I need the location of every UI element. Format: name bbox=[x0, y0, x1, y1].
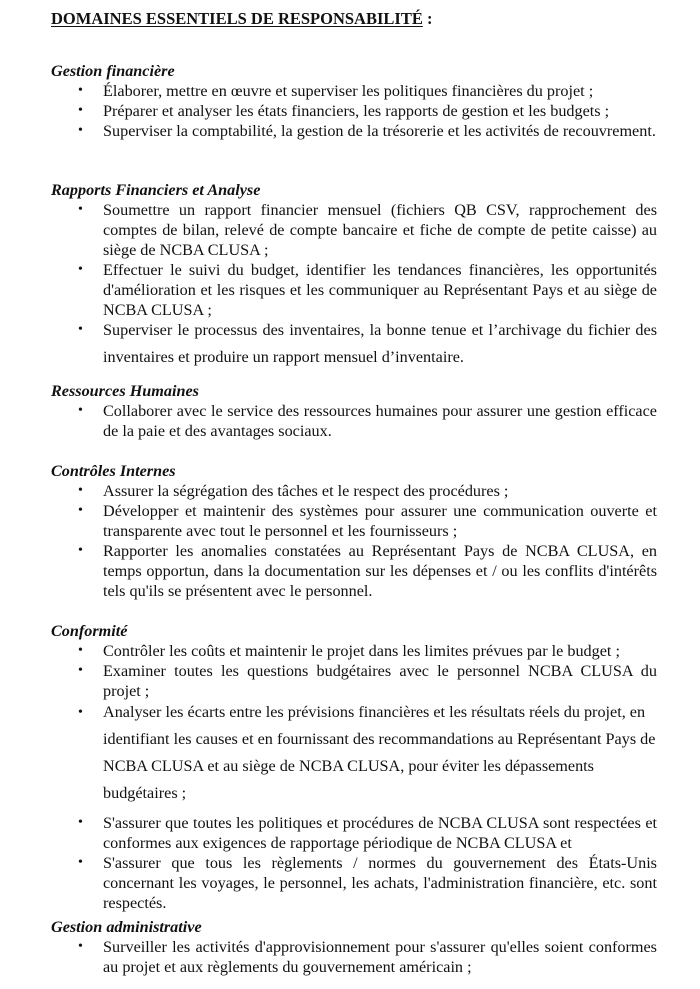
section-ressources-humaines bbox=[51, 381, 657, 441]
list-item: • Contrôler les coûts et maintenir le projet dans les limites prévues par le budget ; bbox=[78, 642, 620, 660]
bullet-list bbox=[51, 401, 657, 441]
list-item: • Superviser la comptabilité, la gestion de la trésorerie et les activités de recouvrement. bbox=[78, 122, 656, 140]
bullet-list bbox=[51, 937, 657, 977]
section-gestion-financiere bbox=[51, 61, 657, 141]
section-heading: Ressources Humaines bbox=[51, 382, 199, 400]
list-item: • Préparer et analyser les états financiers, les rapports de gestion et les budgets ; bbox=[78, 102, 610, 120]
bullet-icon: • bbox=[78, 262, 83, 277]
bullet-icon: • bbox=[78, 202, 83, 217]
list-item: • Collaborer avec le service des ressources humaines pour assurer une gestion efficace de la paie et des avantages sociaux. bbox=[78, 402, 657, 440]
bullet-icon: • bbox=[78, 705, 83, 720]
bullet-icon: • bbox=[78, 322, 83, 337]
list-item: • Développer et maintenir des systèmes pour assurer une communication ouverte et transparente avec tout le personnel et les fournisseurs ; bbox=[78, 502, 657, 540]
list-item: • Effectuer le suivi du budget, identifier les tendances financières, les opportunités d'amélioration et les risques et les communiquer au Représentant Pays et au siège de NCBA CLUSA ; bbox=[78, 261, 657, 319]
list-item: • Soumettre un rapport financier mensuel (fichiers QB CSV, rapprochement des comptes de bilan, relevé de compte bancaire et fiche de compte de petite caisse) au siège de NCBA CLUSA ; bbox=[78, 201, 657, 259]
bullet-icon: • bbox=[78, 103, 83, 118]
bullet-icon: • bbox=[78, 643, 83, 658]
bullet-icon: • bbox=[78, 939, 83, 954]
section-gestion-administrative bbox=[51, 917, 657, 977]
list-item: • Analyser les écarts entre les prévisions financières et les résultats réels du projet, en identifiant les causes et en fournissant des recommandations au Représentant Pays de NCBA CLUSA et au siège de NCBA CLUSA, pour éviter les dépassements budgétaires ; bbox=[78, 703, 656, 802]
document-title-suffix: : bbox=[422, 9, 433, 28]
bullet-icon: • bbox=[78, 83, 83, 98]
bullet-icon: • bbox=[78, 855, 83, 870]
bullet-icon: • bbox=[78, 123, 83, 138]
list-item: • Examiner toutes les questions budgétaires avec le personnel NCBA CLUSA du projet ; bbox=[78, 662, 657, 700]
section-heading: Gestion financière bbox=[51, 62, 175, 80]
list-item: • Surveiller les activités d'approvisionnement pour s'assurer qu'elles soient conformes au projet et aux règlements du gouvernement américain ; bbox=[78, 938, 657, 976]
section-rapports-financiers bbox=[51, 180, 657, 371]
section-heading: Contrôles Internes bbox=[51, 462, 176, 480]
bullet-icon: • bbox=[78, 403, 83, 418]
bullet-icon: • bbox=[78, 663, 83, 678]
list-item: • S'assurer que tous les règlements / normes du gouvernement des États-Unis concernant les voyages, le personnel, les achats, l'administration financière, etc. sont respectés. bbox=[78, 854, 657, 912]
section-heading: Gestion administrative bbox=[51, 918, 202, 936]
bullet-icon: • bbox=[78, 503, 83, 518]
section-controles-internes bbox=[51, 461, 657, 601]
section-conformite bbox=[51, 621, 657, 913]
document-title-text: DOMAINES ESSENTIELS DE RESPONSABILITÉ bbox=[51, 9, 423, 28]
bullet-icon: • bbox=[78, 483, 83, 498]
section-heading: Conformité bbox=[51, 622, 128, 640]
list-item: • Rapporter les anomalies constatées au Représentant Pays de NCBA CLUSA, en temps opportun, dans la documentation sur les dépenses et / ou les conflits d'intérêts tels qu'ils se présentent avec le personnel. bbox=[78, 542, 657, 600]
bullet-list bbox=[51, 200, 657, 371]
list-item: • Élaborer, mettre en œuvre et superviser les politiques financières du projet ; bbox=[78, 82, 594, 100]
document-title bbox=[51, 9, 432, 29]
list-item: • Assurer la ségrégation des tâches et le respect des procédures ; bbox=[78, 482, 509, 500]
bullet-list bbox=[51, 641, 657, 913]
bullet-list bbox=[51, 481, 657, 601]
list-item: • Superviser le processus des inventaires, la bonne tenue et l’archivage du fichier des inventaires et produire un rapport mensuel d’inventaire. bbox=[78, 321, 657, 366]
bullet-icon: • bbox=[78, 815, 83, 830]
list-item: • S'assurer que toutes les politiques et procédures de NCBA CLUSA sont respectées et conformes aux exigences de rapportage périodique de NCBA CLUSA et bbox=[78, 814, 657, 852]
bullet-icon: • bbox=[78, 543, 83, 558]
bullet-list bbox=[51, 81, 657, 141]
section-heading: Rapports Financiers et Analyse bbox=[51, 181, 261, 199]
